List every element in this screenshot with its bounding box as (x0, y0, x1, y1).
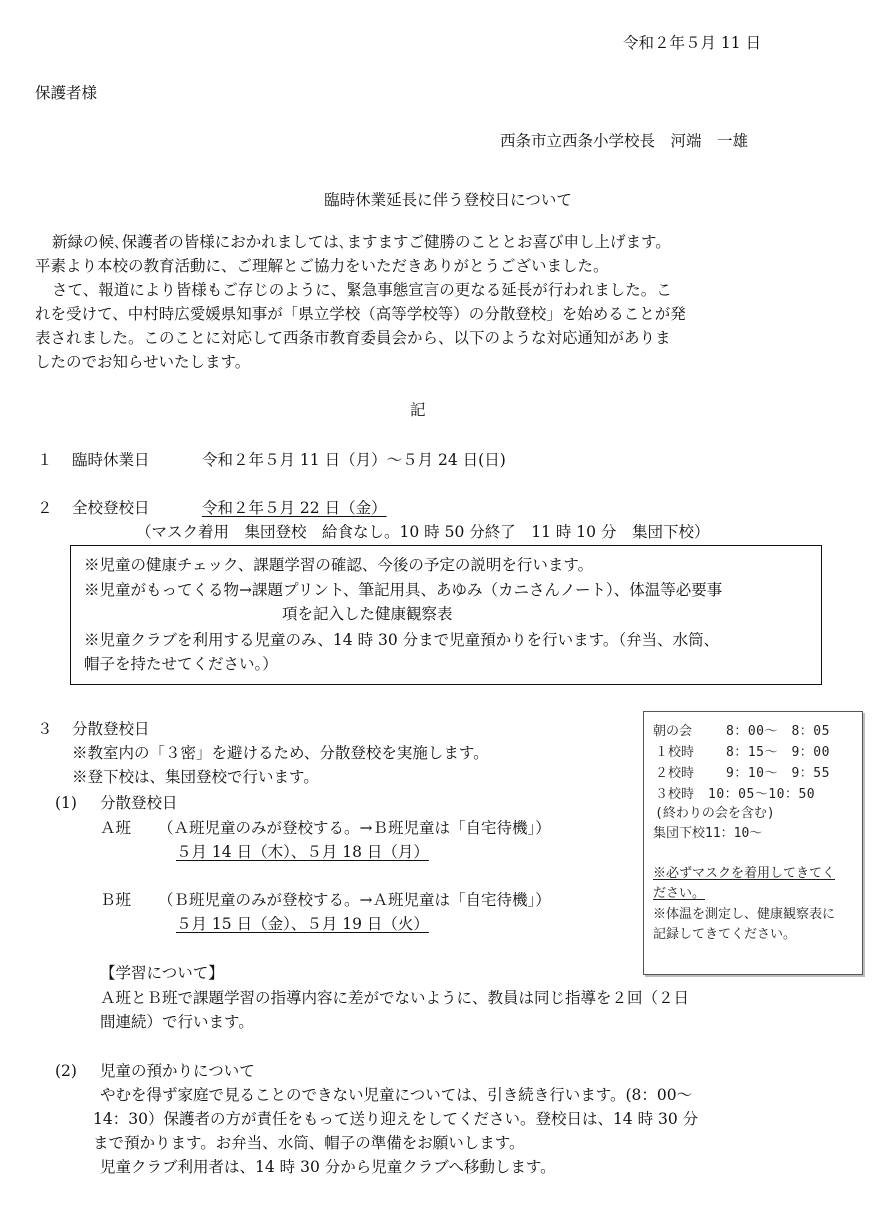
document-date: 令和２年５月 11 日 (623, 34, 762, 52)
intro-line-6: したのでお知らせいたします。 (35, 353, 251, 371)
schedule-row-time: 10：05～10：50 (708, 787, 816, 802)
item2-detail: （マスク着用 集団登校 給食なし。10 時 50 分終了 11 時 10 分 集団下校） (136, 523, 710, 541)
sub2-text-2: 14：30）保護者の方が責任をもって送り迎えをしてください。登校日は、14 時 30 分 (93, 1110, 699, 1128)
study-text-1: Ａ班とＢ班で課題学習の指導内容に差がでないように、教員は同じ指導を２回（２日 (100, 989, 690, 1007)
item2-date: 令和２年５月 22 日（金） (202, 499, 387, 517)
intro-line-3: さて、報道により皆様もご存じのように、緊急事態宣言の更なる延長が行われました。こ (52, 281, 672, 299)
schedule-row-label: 朝の会 (653, 724, 693, 739)
schedule-row-time: 8：15～ 9：00 (726, 745, 830, 760)
item3-number: ３ (37, 720, 53, 738)
item3-note-2: ※登下校は、集団登校で行います。 (72, 768, 319, 786)
schedule-dismissal: 集団下校11：10～ (653, 826, 763, 841)
schedule-box (643, 711, 863, 975)
item2-note-1: ※児童の健康チェック、課題学習の確認、今後の予定の説明を行います。 (84, 556, 594, 574)
recipient: 保護者様 (35, 84, 98, 102)
sub2-text-4: 児童クラブ利用者は、14 時 30 分から児童クラブへ移動します。 (100, 1158, 556, 1176)
study-text-2: 間連続）で行います。 (100, 1013, 254, 1031)
sub2-text-1: やむを得ず家庭で見ることのできない児童については、引き続き行います。(8：00～ (100, 1086, 693, 1104)
group-a-name: Ａ班 (100, 819, 132, 837)
temp-note-2: 記録してきてください。 (653, 927, 797, 942)
schedule-row-time: 8：00～ 8：05 (726, 724, 830, 739)
sub2-number: (2) (55, 1062, 77, 1080)
schedule-closing-note: (終わりの会を含む) (655, 806, 775, 821)
sender: 西条市立西条小学校長 河端 一雄 (500, 132, 749, 150)
mask-note-2: ださい。 (653, 886, 706, 901)
sub2-text-3: まで預かります。お弁当、水筒、帽子の準備をお願いします。 (93, 1134, 525, 1152)
item1-label: 臨時休業日 (72, 451, 150, 469)
schedule-row-label: ３校時 (655, 787, 695, 802)
group-a-dates: ５月 14 日（木）、５月 18 日（月） (176, 843, 429, 861)
document-title: 臨時休業延長に伴う登校日について (324, 191, 572, 209)
group-b-name: Ｂ班 (100, 891, 132, 909)
item2-label: 全校登校日 (72, 499, 150, 517)
study-heading: 【学習について】 (100, 964, 224, 982)
schedule-row-label: １校時 (655, 745, 695, 760)
mask-note-1: ※必ずマスクを着用してきてく (653, 866, 836, 881)
sub1-number: (1) (55, 794, 77, 812)
intro-line-2: 平素より本校の教育活動に、ご理解とご協力をいただきありがとうございました。 (35, 257, 609, 275)
intro-line-1: 新緑の候､保護者の皆様におかれましては､ますますご健勝のこととお喜び申し上げます。 (52, 233, 671, 251)
item3-note-1: ※教室内の「３密」を避けるため、分散登校を実施します。 (72, 744, 489, 762)
item2-note-2-cont: 項を記入した健康観察表 (282, 605, 453, 623)
ki-mark: 記 (410, 401, 426, 419)
schedule-row-time: 9：10～ 9：55 (726, 766, 830, 781)
group-b-desc: （Ｂ班児童のみが登校する。→Ａ班児童は「自宅待機」） (158, 891, 551, 909)
item2-note-3-cont: 帽子を持たせてください。） (84, 655, 278, 673)
temp-note-1: ※体温を測定し、健康観察表に (653, 907, 836, 922)
item2-note-3: ※児童クラブを利用する児童のみ、14 時 30 分まで児童預かりを行います。（弁当、水筒、 (84, 631, 720, 649)
item1-value: 令和２年５月 11 日（月）～５月 24 日(日) (202, 451, 506, 469)
group-a-desc: （Ａ班児童のみが登校する。→Ｂ班児童は「自宅待機」） (158, 819, 551, 837)
item2-number: ２ (37, 499, 53, 517)
intro-line-5: 表されました。このことに対応して西条市教育委員会から、以下のような対応通知がありま (35, 329, 671, 347)
sub1-label: 分散登校日 (100, 794, 178, 812)
item3-label: 分散登校日 (72, 720, 150, 738)
group-b-dates: ５月 15 日（金）、５月 19 日（火） (176, 915, 429, 933)
item1-number: １ (37, 451, 53, 469)
item2-note-2: ※児童がもってくる物→課題プリント、筆記用具、あゆみ（カニさんノート）、体温等必要事 (84, 581, 723, 599)
sub2-label: 児童の預かりについて (100, 1062, 255, 1080)
schedule-row-label: ２校時 (655, 766, 695, 781)
intro-line-4: れを受けて、中村時広愛媛県知事が「県立学校（高等学校等）の分散登校」を始めることが発 (35, 305, 686, 323)
